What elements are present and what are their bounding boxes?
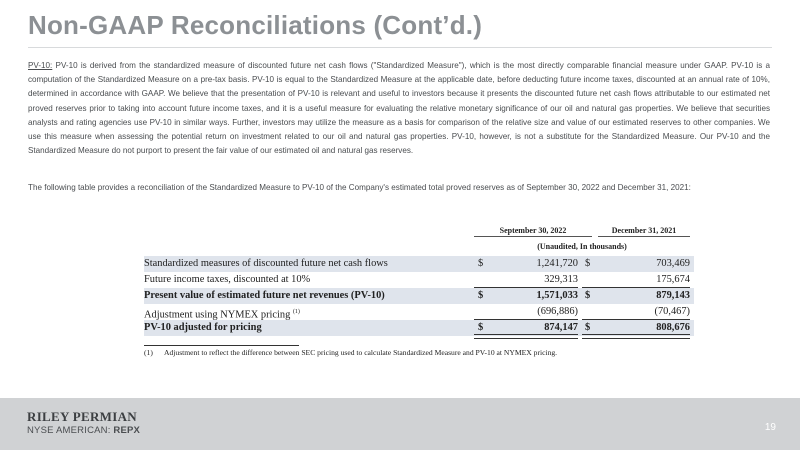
col-header-sep-2022: September 30, 2022 (474, 226, 592, 237)
table-row (144, 304, 694, 320)
exchange-listing (27, 425, 140, 436)
company-logo: RILEY PERMIAN (27, 409, 137, 424)
currency-symbol: $ (478, 322, 484, 333)
value-2021: 808,676 (656, 322, 690, 333)
pv10-lead: PV-10: (28, 61, 53, 70)
row-label: PV-10 adjusted for pricing (144, 322, 262, 333)
table-row (144, 272, 694, 288)
currency-symbol: $ (478, 290, 484, 301)
value-2021: 175,674 (656, 274, 690, 285)
footnote-text: Adjustment to reflect the difference between SEC pricing used to calculate Standardized Measure and PV-10 at NYMEX pricing. (164, 348, 558, 357)
table-subheader-row (144, 240, 694, 256)
ticker-symbol: REPX (113, 425, 141, 436)
footnote-divider (144, 345, 299, 346)
currency-symbol: $ (585, 290, 591, 301)
total-double-rule (582, 334, 690, 339)
total-double-rule (474, 334, 578, 339)
value-2021: 879,143 (656, 290, 690, 301)
value-2022: 1,241,720 (536, 258, 578, 269)
exchange-label: NYSE AMERICAN: (27, 425, 114, 436)
row-label-text: Adjustment using NYMEX pricing (144, 309, 291, 321)
row-label: Standardized measures of discounted future net cash flows (144, 258, 388, 269)
units-note: (Unaudited, In thousands) (537, 242, 627, 251)
table-row (144, 256, 694, 272)
row-label: Present value of estimated future net revenues (PV-10) (144, 290, 385, 301)
table-header-row (144, 226, 694, 240)
page-title: Non-GAAP Reconciliations (Cont’d.) (28, 10, 483, 40)
col-header-dec-2021: December 31, 2021 (598, 226, 690, 237)
reconciliation-intro: The following table provides a reconciliation of the Standardized Measure to PV-10 of the Company's estimated total proved reserves as of September 30, 2022 and December 31, 2021: (28, 183, 691, 192)
title-divider (28, 47, 772, 48)
value-2021: (70,467) (654, 306, 690, 317)
table-row (144, 320, 694, 336)
value-2022: 874,147 (544, 322, 578, 333)
footnote-ref: (1) (292, 309, 300, 315)
currency-symbol: $ (585, 258, 591, 269)
footnote (144, 348, 557, 357)
pv10-description (28, 59, 770, 158)
value-2022: 1,571,033 (536, 290, 578, 301)
currency-symbol: $ (585, 322, 591, 333)
row-label: Future income taxes, discounted at 10% (144, 274, 311, 285)
value-2022: (696,886) (537, 306, 578, 317)
value-2022: 329,313 (544, 274, 578, 285)
page-number: 19 (764, 422, 776, 433)
currency-symbol: $ (478, 258, 484, 269)
footnote-mark: (1) (144, 348, 153, 357)
reconciliation-table (144, 226, 694, 336)
table-row (144, 288, 694, 304)
value-2021: 703,469 (656, 258, 690, 269)
pv10-text: PV-10 is derived from the standardized measure of discounted future net cash flows ("Standardized Measure"), which is the most directly comparable financial measure under GAAP. PV-10 is a computation of the Standardized Measure on a pre-tax basis. PV-10 is equal to the Standardized Measure at the applicable date, before deducting future income taxes, discounted at an annual rate of 10%, determined in accordance with GAAP. We believe that the presentation of PV-10 is relevant and useful to investors because it presents the discounted future net cash flows attributable to our estimated net proved reserves prior to taking into account future income taxes, and it is a useful measure for evaluating the relative monetary significance of our oil and natural gas properties. We believe that securities analysts and rating agencies use PV-10 in similar ways. Further, investors may utilize the measure as a basis for comparison of the relative size and value of our estimated reserves to other companies. We use this measure when assessing the potential return on investment related to our oil and natural gas properties. PV-10, however, is not a substitute for the Standardized Measure. Our PV-10 and the Standardized Measure do not purport to present the fair value of our estimated oil and natural gas reserves. (28, 61, 770, 156)
